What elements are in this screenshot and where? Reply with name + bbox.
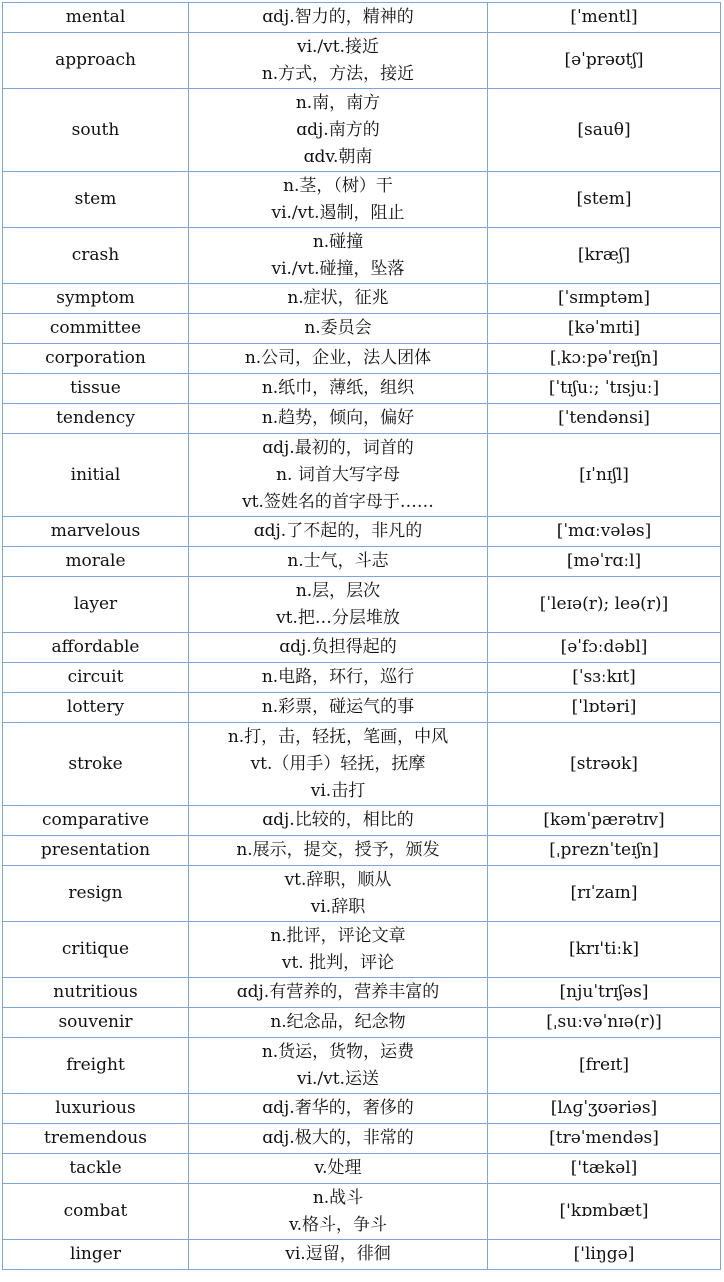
meaning-cell: [189, 1184, 488, 1240]
word-cell: lottery: [3, 693, 189, 723]
table-row: [3, 284, 721, 314]
word-cell: tissue: [3, 374, 189, 404]
meaning-line: vt.辞职，顺从: [284, 869, 392, 890]
meaning-line: n.公司，企业，法人团体: [244, 348, 432, 368]
meaning-cell: [189, 284, 488, 314]
phonetic-cell: [freɪt]: [488, 1038, 721, 1094]
phonetic-cell: [lʌɡˈʒʊəriəs]: [488, 1094, 721, 1124]
meaning-line: v.格斗，争斗: [289, 1214, 387, 1235]
table-row: [3, 228, 721, 284]
table-row: [3, 1240, 721, 1270]
meaning-line: n.货运，货物，运费: [261, 1041, 415, 1062]
meaning-cell: [189, 404, 488, 434]
meaning-line: n.碰撞: [312, 231, 364, 252]
meaning-cell: [189, 517, 488, 547]
phonetic-cell: [ɪˈnɪʃl]: [488, 434, 721, 517]
word-cell: linger: [3, 1240, 189, 1270]
word-cell: stroke: [3, 723, 189, 806]
word-cell: circuit: [3, 663, 189, 693]
vocabulary-table: [2, 2, 721, 1270]
word-cell: presentation: [3, 836, 189, 866]
word-cell: south: [3, 89, 189, 172]
meaning-line: n.展示，提交，授予，颁发: [236, 840, 440, 860]
meaning-line: n.趋势，倾向，偏好: [261, 408, 415, 428]
meaning-line: n.纪念品，纪念物: [270, 1012, 406, 1032]
meaning-cell: [189, 978, 488, 1008]
meaning-line: vt. 批判，评论: [281, 952, 395, 973]
table-row: [3, 374, 721, 404]
meaning-cell: [189, 33, 488, 89]
phonetic-cell: ['tækəl]: [488, 1154, 721, 1184]
table-row: [3, 1008, 721, 1038]
word-cell: comparative: [3, 806, 189, 836]
phonetic-cell: [stem]: [488, 172, 721, 228]
meaning-cell: [189, 577, 488, 633]
phonetic-cell: [ˈmentl]: [488, 3, 721, 33]
word-cell: tendency: [3, 404, 189, 434]
table-row: [3, 836, 721, 866]
table-row: [3, 633, 721, 663]
table-row: [3, 922, 721, 978]
table-row: [3, 723, 721, 806]
meaning-cell: [189, 1094, 488, 1124]
meaning-cell: [189, 1038, 488, 1094]
meaning-line: ɑdj.奢华的，奢侈的: [262, 1098, 414, 1118]
meaning-cell: [189, 374, 488, 404]
meaning-line: n.纸巾，薄纸，组织: [261, 378, 415, 398]
word-cell: freight: [3, 1038, 189, 1094]
phonetic-cell: [ˈtendənsi]: [488, 404, 721, 434]
word-cell: affordable: [3, 633, 189, 663]
meaning-line: n. 词首大写字母: [276, 464, 400, 485]
phonetic-cell: [ˈleɪə(r); leə(r)]: [488, 577, 721, 633]
meaning-line: n.战斗: [312, 1187, 364, 1208]
meaning-line: n.症状，征兆: [287, 288, 389, 308]
table-row: [3, 693, 721, 723]
meaning-line: ɑdj.负担得起的: [279, 637, 397, 657]
meaning-line: vi.辞职: [310, 896, 366, 917]
meaning-cell: [189, 723, 488, 806]
meaning-line: n.南，南方: [295, 92, 381, 113]
phonetic-cell: [kəˈmɪti]: [488, 314, 721, 344]
meaning-cell: [189, 3, 488, 33]
phonetic-cell: [trəˈmendəs]: [488, 1124, 721, 1154]
meaning-line: vi.击打: [310, 780, 366, 801]
meaning-line: ɑdj.极大的，非常的: [262, 1128, 414, 1148]
phonetic-cell: [kræʃ]: [488, 228, 721, 284]
meaning-line: n.委员会: [304, 318, 372, 338]
meaning-line: vt.把…分层堆放: [276, 607, 400, 628]
phonetic-cell: [krɪ'tiːk]: [488, 922, 721, 978]
meaning-line: vi./vt.碰撞，坠落: [271, 258, 405, 279]
meaning-line: ɑdj.有营养的，营养丰富的: [236, 982, 440, 1002]
meaning-line: vt.（用手）轻抚，抚摩: [250, 753, 426, 774]
phonetic-cell: [ˈlɒtəri]: [488, 693, 721, 723]
phonetic-cell: [njuˈtrɪʃəs]: [488, 978, 721, 1008]
word-cell: resign: [3, 866, 189, 922]
word-cell: critique: [3, 922, 189, 978]
meaning-cell: [189, 1124, 488, 1154]
word-cell: symptom: [3, 284, 189, 314]
word-cell: committee: [3, 314, 189, 344]
meaning-cell: [189, 866, 488, 922]
meaning-line: ɑdv.朝南: [303, 146, 373, 167]
table-row: [3, 866, 721, 922]
word-cell: layer: [3, 577, 189, 633]
table-row: [3, 434, 721, 517]
table-row: [3, 1154, 721, 1184]
word-cell: souvenir: [3, 1008, 189, 1038]
meaning-cell: [189, 434, 488, 517]
meaning-line: v.处理: [314, 1158, 362, 1178]
meaning-cell: [189, 633, 488, 663]
phonetic-cell: [məˈrɑːl]: [488, 547, 721, 577]
word-cell: corporation: [3, 344, 189, 374]
phonetic-cell: [ˈmɑːvələs]: [488, 517, 721, 547]
meaning-line: n.电路，环行，巡行: [261, 667, 415, 687]
word-cell: combat: [3, 1184, 189, 1240]
word-cell: luxurious: [3, 1094, 189, 1124]
phonetic-cell: ['kɒmbæt]: [488, 1184, 721, 1240]
table-row: [3, 547, 721, 577]
meaning-cell: [189, 663, 488, 693]
table-row: [3, 1038, 721, 1094]
table-row: [3, 577, 721, 633]
table-row: [3, 978, 721, 1008]
meaning-line: vi./vt.接近: [296, 36, 379, 57]
meaning-cell: [189, 836, 488, 866]
meaning-line: vi./vt.运送: [296, 1068, 379, 1089]
word-cell: morale: [3, 547, 189, 577]
meaning-cell: [189, 89, 488, 172]
word-cell: initial: [3, 434, 189, 517]
meaning-line: vi.逗留，徘徊: [285, 1244, 391, 1264]
meaning-line: n.方式，方法，接近: [261, 63, 415, 84]
word-cell: stem: [3, 172, 189, 228]
word-cell: nutritious: [3, 978, 189, 1008]
table-row: [3, 517, 721, 547]
meaning-cell: [189, 922, 488, 978]
phonetic-cell: [ˈsɜːkɪt]: [488, 663, 721, 693]
word-cell: mental: [3, 3, 189, 33]
meaning-cell: [189, 547, 488, 577]
meaning-line: ɑdj.最初的，词首的: [262, 437, 414, 458]
meaning-cell: [189, 314, 488, 344]
meaning-line: n.批评，评论文章: [270, 925, 406, 946]
word-cell: marvelous: [3, 517, 189, 547]
meaning-cell: [189, 693, 488, 723]
meaning-line: n.彩票，碰运气的事: [261, 697, 415, 717]
meaning-line: ɑdj.比较的，相比的: [262, 810, 414, 830]
meaning-line: n.层，层次: [295, 580, 381, 601]
phonetic-cell: [ˈsɪmptəm]: [488, 284, 721, 314]
table-row: [3, 806, 721, 836]
meaning-line: n.茎，（树）干: [283, 175, 393, 196]
meaning-cell: [189, 1008, 488, 1038]
meaning-cell: [189, 1154, 488, 1184]
word-cell: crash: [3, 228, 189, 284]
meaning-line: vt.签姓名的首字母于……: [242, 491, 434, 512]
phonetic-cell: [rɪˈzaɪn]: [488, 866, 721, 922]
table-row: [3, 344, 721, 374]
meaning-line: vi./vt.遏制，阻止: [271, 202, 405, 223]
word-cell: approach: [3, 33, 189, 89]
phonetic-cell: [əˈprəʊtʃ]: [488, 33, 721, 89]
meaning-line: ɑdj.智力的，精神的: [262, 7, 414, 27]
phonetic-cell: [kəmˈpærətɪv]: [488, 806, 721, 836]
meaning-cell: [189, 1240, 488, 1270]
phonetic-cell: [əˈfɔːdəbl]: [488, 633, 721, 663]
meaning-line: n.打，击，轻抚，笔画，中风: [227, 726, 449, 747]
phonetic-cell: [ˈtɪʃuː; ˈtɪsjuː]: [488, 374, 721, 404]
meaning-line: ɑdj.了不起的，非凡的: [253, 521, 423, 541]
table-row: [3, 89, 721, 172]
phonetic-cell: [sauθ]: [488, 89, 721, 172]
vocabulary-table-body: [3, 3, 721, 1270]
table-row: [3, 663, 721, 693]
table-row: [3, 172, 721, 228]
meaning-cell: [189, 344, 488, 374]
meaning-line: n.士气，斗志: [287, 551, 389, 571]
word-cell: tremendous: [3, 1124, 189, 1154]
table-row: [3, 1184, 721, 1240]
word-cell: tackle: [3, 1154, 189, 1184]
phonetic-cell: [strəʊk]: [488, 723, 721, 806]
table-row: [3, 33, 721, 89]
table-row: [3, 3, 721, 33]
meaning-cell: [189, 806, 488, 836]
table-row: [3, 1124, 721, 1154]
table-row: [3, 1094, 721, 1124]
phonetic-cell: [ˌpreznˈteɪʃn]: [488, 836, 721, 866]
table-row: [3, 314, 721, 344]
meaning-cell: [189, 228, 488, 284]
meaning-line: ɑdj.南方的: [296, 119, 380, 140]
phonetic-cell: [ˌkɔːpəˈreɪʃn]: [488, 344, 721, 374]
phonetic-cell: ['liŋgə]: [488, 1240, 721, 1270]
table-row: [3, 404, 721, 434]
phonetic-cell: [ˌsuːvəˈnɪə(r)]: [488, 1008, 721, 1038]
meaning-cell: [189, 172, 488, 228]
